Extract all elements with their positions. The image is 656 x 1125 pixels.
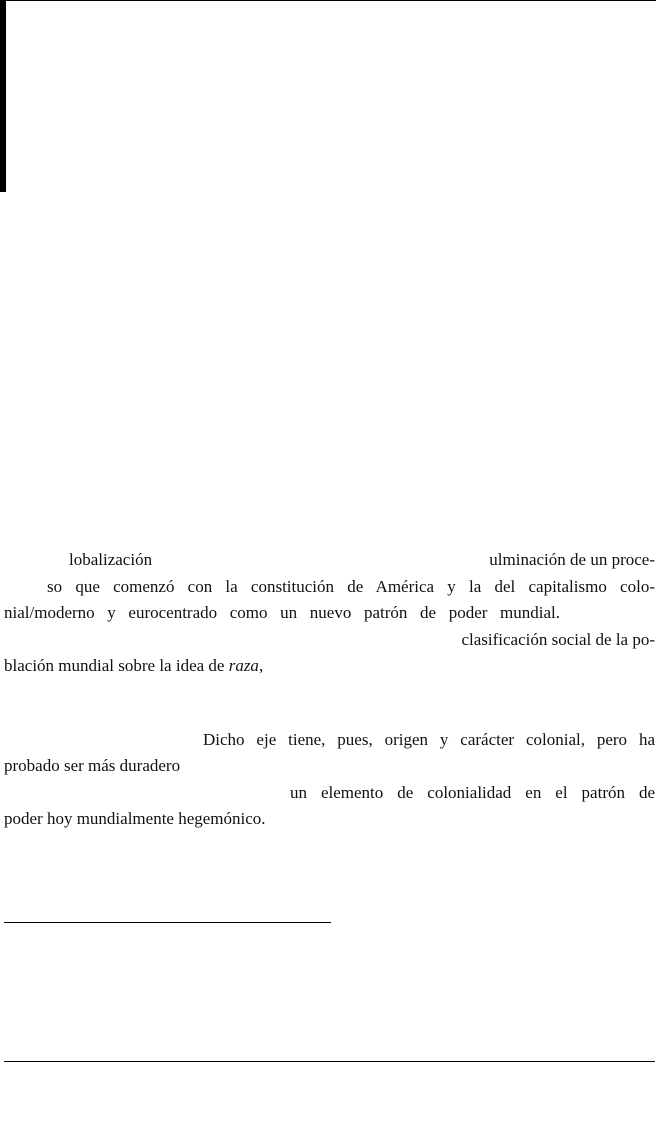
- paragraph-1-line-2: [4, 576, 655, 598]
- text-fragment: un elemento de colonialidad en el patrón de: [290, 783, 655, 802]
- text-line: so que comenzó con la constitución de América y la del capitalismo colo-: [47, 577, 655, 596]
- paragraph-2-line-2: [4, 755, 655, 777]
- text-fragment: lobalización: [69, 550, 153, 569]
- page-bottom-rule: [4, 1061, 655, 1062]
- text-fragment: clasificación social de la po-: [461, 630, 655, 649]
- text-fragment: blación mundial sobre la idea de: [4, 656, 229, 675]
- paragraph-1-line-5: [4, 655, 655, 677]
- paragraph-1-line-3: [4, 602, 655, 624]
- text-fragment: probado ser más duradero: [4, 756, 181, 775]
- text-fragment: ulminación de un proce-: [489, 550, 655, 569]
- left-margin-bar: [0, 0, 6, 192]
- italic-term: raza: [228, 656, 259, 675]
- top-rule: [0, 0, 656, 1]
- text-line: poder hoy mundialmente hegemónico.: [4, 809, 266, 828]
- text-fragment: ,: [258, 656, 264, 675]
- paragraph-2-line-1: [4, 729, 655, 751]
- paragraph-1-line-4: [4, 629, 655, 651]
- paragraph-2-line-3: [4, 782, 655, 804]
- text-line: nial/moderno y eurocentrado como un nuevo patrón de poder mundial.: [4, 603, 560, 622]
- paragraph-2-line-4: [4, 808, 655, 830]
- text-line: [4, 655, 263, 677]
- paragraph-1-line-1: [4, 549, 655, 571]
- footnote-separator: [4, 922, 331, 923]
- text-fragment: Dicho eje tiene, pues, origen y carácter colonial, pero ha: [203, 730, 655, 749]
